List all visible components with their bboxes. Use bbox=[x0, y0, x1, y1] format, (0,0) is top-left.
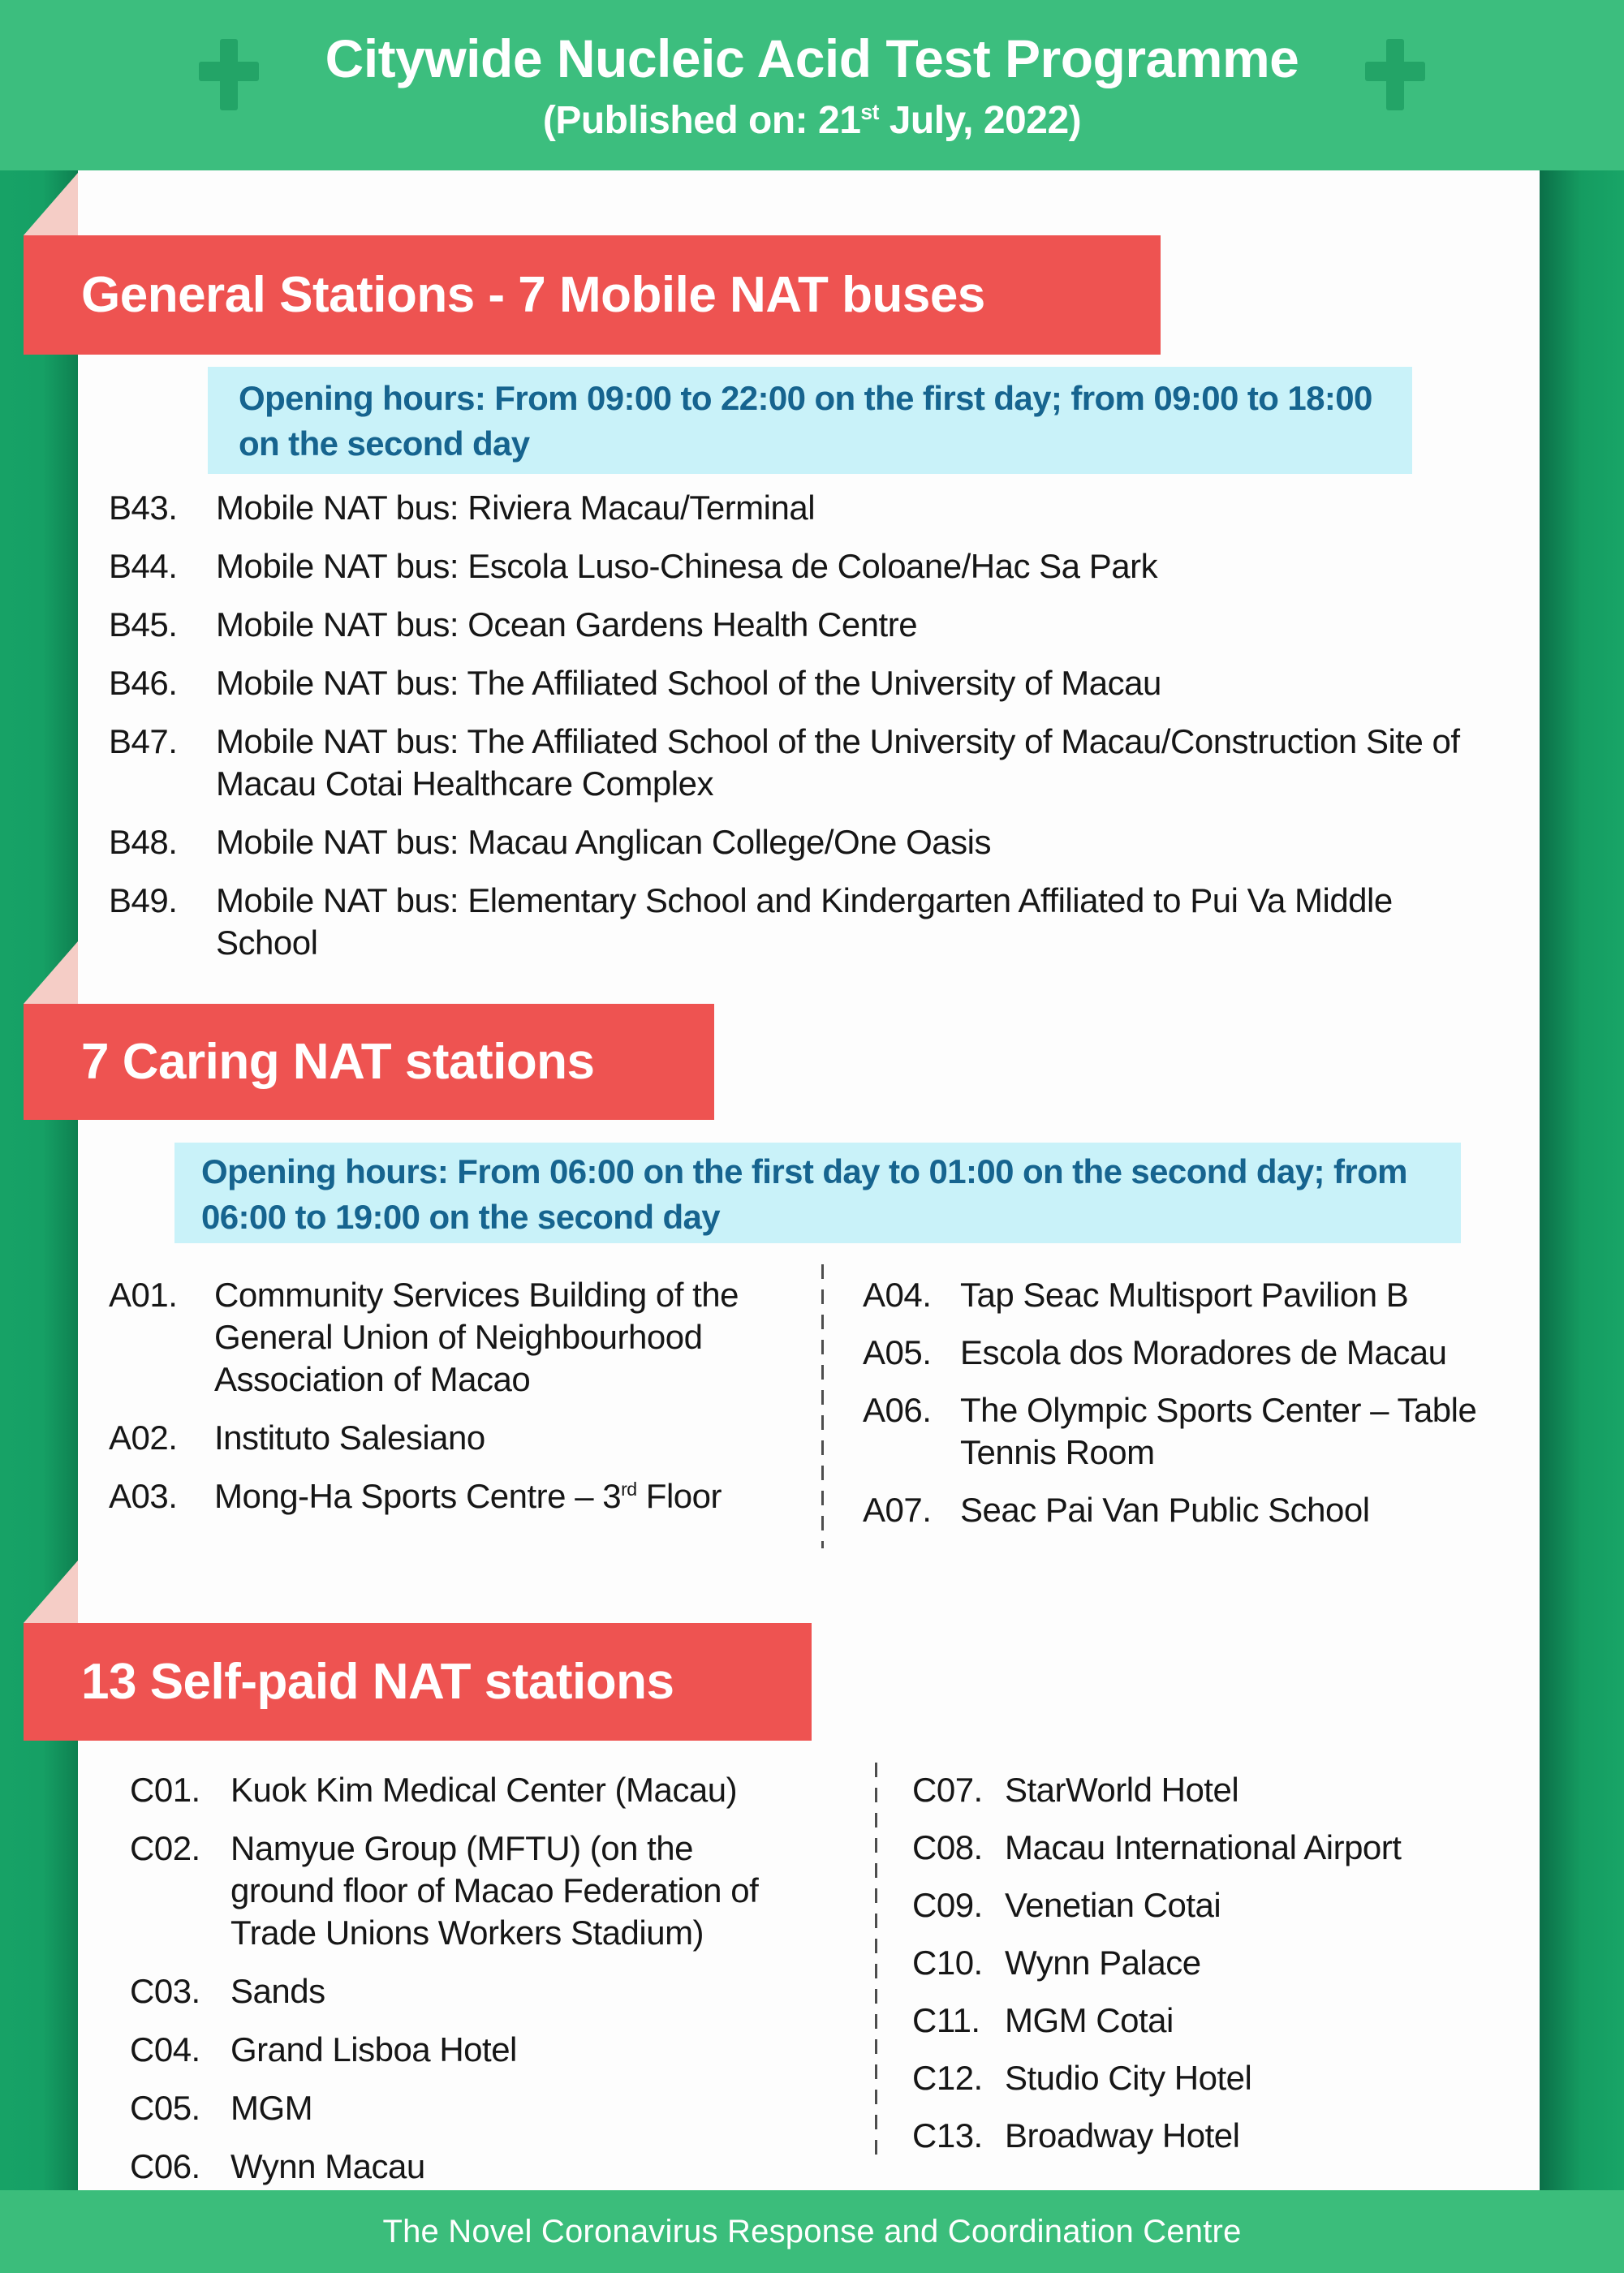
item-text: Escola dos Moradores de Macau bbox=[960, 1333, 1447, 1371]
item-text: Venetian Cotai bbox=[1005, 1886, 1221, 1924]
list-item bbox=[863, 1332, 1480, 1374]
item-text: Instituto Salesiano bbox=[214, 1418, 485, 1457]
selfpaid-station-list-right bbox=[912, 1769, 1508, 2172]
list-item bbox=[109, 1417, 750, 1459]
list-item bbox=[912, 2000, 1508, 2042]
list-item bbox=[130, 1769, 766, 1811]
list-item bbox=[863, 1389, 1480, 1474]
item-text: Studio City Hotel bbox=[1005, 2059, 1252, 2097]
right-green-strip bbox=[1540, 170, 1624, 2190]
footer-text: The Novel Coronavirus Response and Coordination Centre bbox=[382, 2213, 1242, 2249]
page-title: Citywide Nucleic Acid Test Programme bbox=[325, 28, 1299, 88]
item-number: C10. bbox=[912, 1944, 983, 1982]
list-item bbox=[912, 1942, 1508, 1984]
item-text: MGM Cotai bbox=[1005, 2001, 1174, 2039]
item-text: Mobile NAT bus: Riviera Macau/Terminal bbox=[216, 489, 816, 527]
list-item bbox=[130, 2029, 766, 2071]
list-item bbox=[912, 2115, 1508, 2157]
caring-station-list-left bbox=[109, 1274, 750, 1534]
item-text: Kuok Kim Medical Center (Macau) bbox=[230, 1771, 738, 1809]
item-number: B45. bbox=[109, 605, 178, 644]
item-number: C12. bbox=[912, 2059, 983, 2097]
caring-station-list-right bbox=[863, 1274, 1480, 1547]
item-number: B49. bbox=[109, 881, 178, 919]
mobile-bus-list bbox=[109, 487, 1493, 980]
item-number: A01. bbox=[109, 1276, 178, 1314]
list-item bbox=[863, 1274, 1480, 1316]
opening-hours-box-general bbox=[208, 367, 1412, 474]
item-text: Mobile NAT bus: The Affiliated School of the University of Macau bbox=[216, 664, 1161, 702]
list-item bbox=[863, 1489, 1480, 1531]
item-number: C04. bbox=[130, 2030, 200, 2069]
medical-cross-icon bbox=[1365, 39, 1425, 110]
published-date-suffix: July, 2022) bbox=[878, 99, 1082, 142]
item-text: Wynn Palace bbox=[1005, 1944, 1201, 1982]
item-number: B43. bbox=[109, 489, 178, 527]
list-item bbox=[130, 2146, 766, 2188]
list-item bbox=[109, 1274, 750, 1401]
item-text: Mobile NAT bus: Escola Luso-Chinesa de Coloane/Hac Sa Park bbox=[216, 547, 1158, 585]
list-item bbox=[912, 2057, 1508, 2099]
item-number: A02. bbox=[109, 1418, 178, 1457]
item-text: Mobile NAT bus: The Affiliated School of the University of Macau/Construction Site of Macau Cotai Healthcare Complex bbox=[216, 722, 1460, 803]
item-number: C08. bbox=[912, 1828, 983, 1866]
item-number: C07. bbox=[912, 1771, 983, 1809]
item-number: C09. bbox=[912, 1886, 983, 1924]
item-number: C11. bbox=[912, 2001, 980, 2039]
opening-hours-text: Opening hours: From 09:00 to 22:00 on the first day; from 09:00 to 18:00 on the second day bbox=[239, 379, 1372, 463]
list-item bbox=[109, 545, 1493, 588]
section-title: 7 Caring NAT stations bbox=[81, 1034, 595, 1090]
list-item bbox=[109, 487, 1493, 529]
item-number: C03. bbox=[130, 1972, 200, 2010]
item-number: B48. bbox=[109, 823, 178, 861]
published-date-ordinal: st bbox=[860, 100, 879, 124]
item-text: MGM bbox=[230, 2089, 313, 2127]
item-number: B46. bbox=[109, 664, 178, 702]
item-text: Mobile NAT bus: Elementary School and Kindergarten Affiliated to Pui Va Middle School bbox=[216, 881, 1393, 962]
dashed-column-divider bbox=[821, 1264, 824, 1548]
item-number: C05. bbox=[130, 2089, 200, 2127]
list-item bbox=[130, 1970, 766, 2013]
item-text: Sands bbox=[230, 1972, 325, 2010]
list-item bbox=[109, 821, 1493, 863]
section-title: 13 Self-paid NAT stations bbox=[81, 1654, 674, 1710]
list-item bbox=[109, 662, 1493, 704]
item-number: B44. bbox=[109, 547, 178, 585]
footer-band bbox=[0, 2190, 1624, 2273]
list-item bbox=[109, 721, 1493, 805]
item-text: The Olympic Sports Center – Table Tennis Room bbox=[960, 1391, 1477, 1471]
section-banner-selfpaid-stations bbox=[24, 1623, 812, 1741]
opening-hours-text: Opening hours: From 06:00 on the first day to 01:00 on the second day; from 06:00 to 19:00 on the second day bbox=[201, 1152, 1407, 1236]
item-number: C02. bbox=[130, 1829, 200, 1867]
item-text: Wynn Macau bbox=[230, 2147, 425, 2185]
dashed-column-divider bbox=[875, 1763, 877, 2160]
item-text: Namyue Group (MFTU) (on the ground floor of Macao Federation of Trade Unions Workers Stadium) bbox=[230, 1829, 759, 1952]
item-number: A05. bbox=[863, 1333, 932, 1371]
section-banner-caring-stations bbox=[24, 1004, 714, 1120]
item-text: Broadway Hotel bbox=[1005, 2116, 1240, 2155]
section-banner-general-stations bbox=[24, 235, 1161, 355]
item-text: Seac Pai Van Public School bbox=[960, 1491, 1370, 1529]
item-number: C06. bbox=[130, 2147, 200, 2185]
opening-hours-box-caring bbox=[174, 1143, 1461, 1243]
item-number: A03. bbox=[109, 1477, 178, 1515]
left-green-strip bbox=[0, 170, 78, 2190]
list-item bbox=[109, 880, 1493, 964]
item-text: Tap Seac Multisport Pavilion B bbox=[960, 1276, 1409, 1314]
item-text: StarWorld Hotel bbox=[1005, 1771, 1239, 1809]
selfpaid-station-list-left bbox=[130, 1769, 766, 2204]
item-number: A06. bbox=[863, 1391, 932, 1429]
list-item bbox=[912, 1769, 1508, 1811]
list-item bbox=[109, 1475, 750, 1517]
item-text: Grand Lisboa Hotel bbox=[230, 2030, 517, 2069]
item-number: C13. bbox=[912, 2116, 983, 2155]
item-text: Community Services Building of the General Union of Neighbourhood Association of Macao bbox=[214, 1276, 739, 1398]
list-item bbox=[130, 1827, 766, 1954]
list-item bbox=[109, 604, 1493, 646]
item-number: C01. bbox=[130, 1771, 200, 1809]
item-number: B47. bbox=[109, 722, 178, 760]
section-title: General Stations - 7 Mobile NAT buses bbox=[81, 267, 985, 323]
list-item bbox=[130, 2087, 766, 2129]
list-item bbox=[912, 1884, 1508, 1926]
item-text: Mong-Ha Sports Centre – 3rd Floor bbox=[214, 1477, 722, 1515]
item-text: Macau International Airport bbox=[1005, 1828, 1402, 1866]
header-band bbox=[0, 0, 1624, 170]
item-number: A04. bbox=[863, 1276, 932, 1314]
list-item bbox=[912, 1827, 1508, 1869]
item-text: Mobile NAT bus: Macau Anglican College/One Oasis bbox=[216, 823, 991, 861]
published-date-prefix: (Published on: 21 bbox=[542, 99, 861, 142]
item-text: Mobile NAT bus: Ocean Gardens Health Centre bbox=[216, 605, 918, 644]
item-number: A07. bbox=[863, 1491, 932, 1529]
